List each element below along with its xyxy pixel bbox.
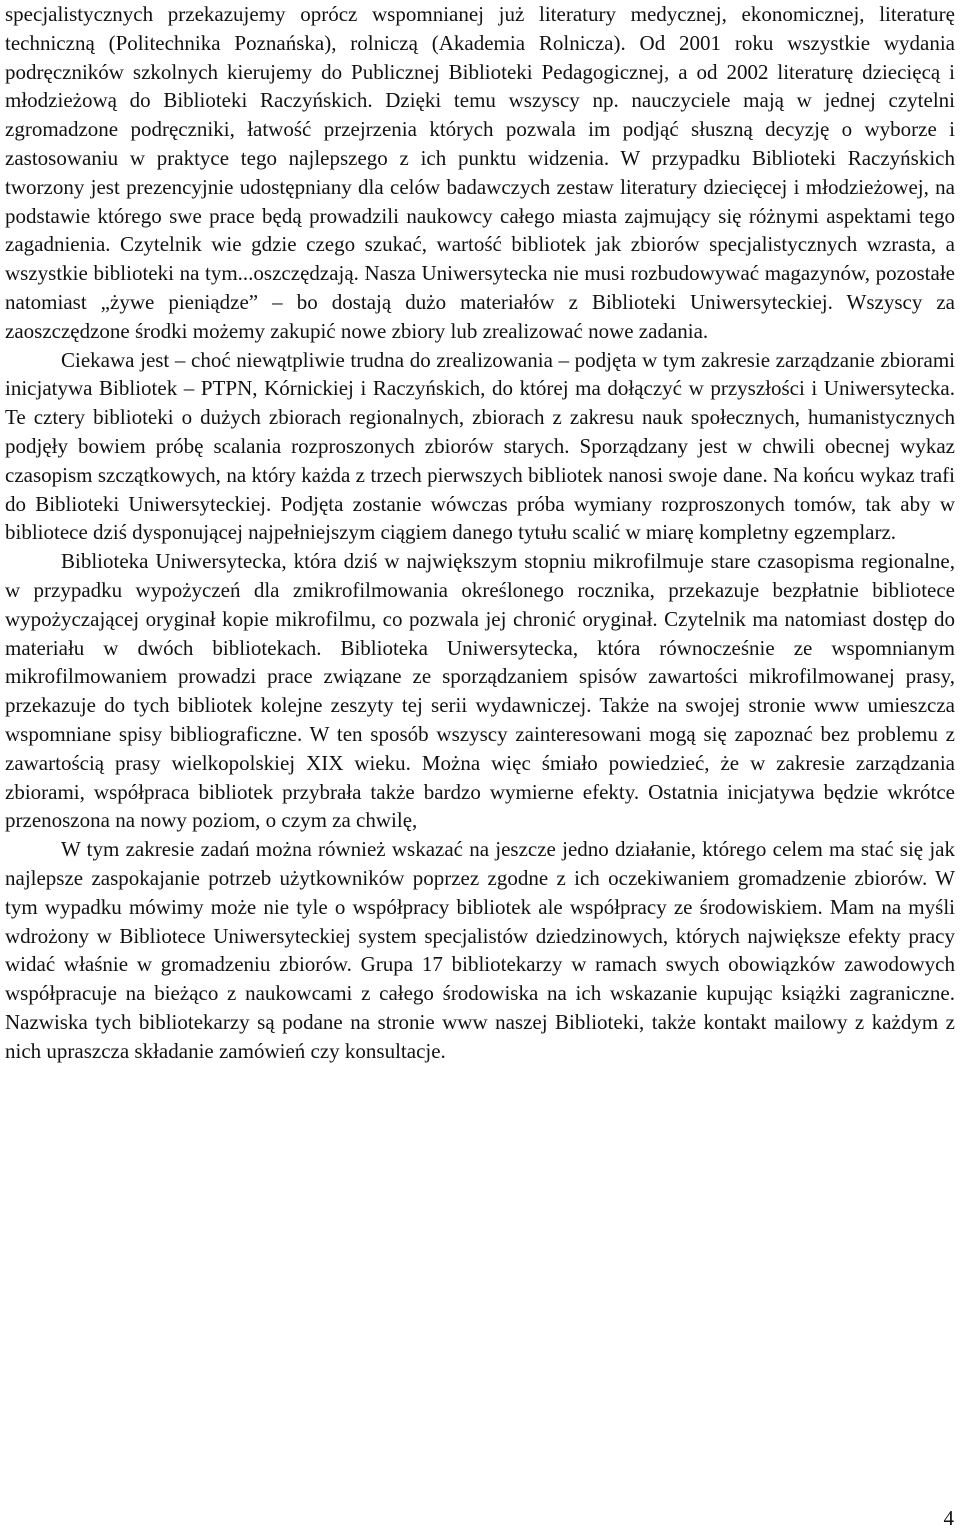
paragraph: specjalistycznych przekazujemy oprócz wspomnianej już literatury medycznej, ekonomicznej, literaturę techniczną (Politechnika Poznańska), rolniczą (Akademia Rolnicza). Od 2001 roku wszystkie wydania podręczników szkolnych kierujemy do Publicznej Biblioteki Pedagogicznej, a od 2002 literaturę dziecięcą i młodzieżową do Biblioteki Raczyńskich. Dzięki temu wszyscy np. nauczyciele mają w jednej czytelni zgromadzone podręczniki, łatwość przejrzenia których pozwala im podjąć słuszną decyzję o wyborze i zastosowaniu w praktyce tego najlepszego z ich punktu widzenia. W przypadku Biblioteki Raczyńskich tworzony jest prezencyjnie udostępniany dla celów badawczych zestaw literatury dziecięcej i młodzieżowej, na podstawie którego swe prace będą prowadzili naukowcy całego miasta zajmujący się różnymi aspektami tego zagadnienia. Czytelnik wie gdzie czego szukać, wartość bibliotek jak zbiorów specjalistycznych wzrasta, a wszystkie biblioteki na tym...oszczędzają. Nasza Uniwersytecka nie musi rozbudowywać magazynów, pozostałe natomiast „żywe pieniądze” – bo dostają dużo materiałów z Biblioteki Uniwersyteckiej. Wszyscy za zaoszczędzone środki możemy zakupić nowe zbiory lub zrealizować nowe zadania. xyxy=(5,2,955,343)
document-body xyxy=(5,0,955,1065)
page-number: 4 xyxy=(943,1506,954,1530)
paragraph: Ciekawa jest – choć niewątpliwie trudna do zrealizowania – podjęta w tym zakresie zarządzanie zbiorami inicjatywa Bibliotek – PTPN, Kórnickiej i Raczyńskich, do której ma dołączyć w przyszłości i Uniwersytecka. Te cztery biblioteki o dużych zbiorach regionalnych, zbiorach z zakresu nauk społecznych, humanistycznych podjęły bowiem próbę scalania rozproszonych zbiorów starych. Sporządzany jest w chwili obecnej wykaz czasopism szczątkowych, na który każda z trzech pierwszych bibliotek nanosi swoje dane. Na końcu wykaz trafi do Biblioteki Uniwersyteckiej. Podjęta zostanie wówczas próba wymiany rozproszonych tomów, tak aby w bibliotece dziś dysponującej najpełniejszym ciągiem danego tytułu scalić w miarę kompletny egzemplarz. xyxy=(5,347,955,545)
paragraph: Biblioteka Uniwersytecka, która dziś w największym stopniu mikrofilmuje stare czasopisma regionalne, w przypadku wypożyczeń dla zmikrofilmowania określonego rocznika, przekazuje bezpłatnie bibliotece wypożyczającej oryginał kopie mikrofilmu, co pozwala jej chronić oryginał. Czytelnik ma natomiast dostęp do materiału w dwóch bibliotekach. Biblioteka Uniwersytecka, która równocześnie ze wspomnianym mikrofilmowaniem prowadzi prace związane ze sporządzaniem spisów zawartości mikrofilmowanej prasy, przekazuje do tych bibliotek kolejne zeszyty tej serii wydawniczej. Także na swojej stronie www umieszcza wspomniane spisy bibliograficzne. W ten sposób wszyscy zainteresowani mogą się zapoznać bez problemu z zawartością prasy wielkopolskiej XIX wieku. Można więc śmiało powiedzieć, że w zakresie zarządzania zbiorami, współpraca bibliotek przybrała także bardzo wymierne efekty. Ostatnia inicjatywa będzie wkrótce przenoszona na nowy poziom, o czym za chwilę, xyxy=(5,549,955,833)
paragraph: W tym zakresie zadań można również wskazać na jeszcze jedno działanie, którego celem ma stać się jak najlepsze zaspokajanie potrzeb użytkowników poprzez zgodne z ich oczekiwaniem gromadzenie zbiorów. W tym wypadku mówimy może nie tyle o współpracy bibliotek ale współpracy ze środowiskiem. Mam na myśli wdrożony w Bibliotece Uniwersyteckiej system specjalistów dziedzinowych, których największe efekty pracy widać właśnie w gromadzeniu zbiorów. Grupa 17 bibliotekarzy w ramach swych obowiązków zawodowych współpracuje na bieżąco z naukowcami z całego środowiska na ich wskazanie kupując książki zagraniczne. Nazwiska tych bibliotekarzy są podane na stronie www naszej Biblioteki, także kontakt mailowy z każdym z nich upraszcza składanie zamówień czy konsultacje. xyxy=(5,837,955,1063)
